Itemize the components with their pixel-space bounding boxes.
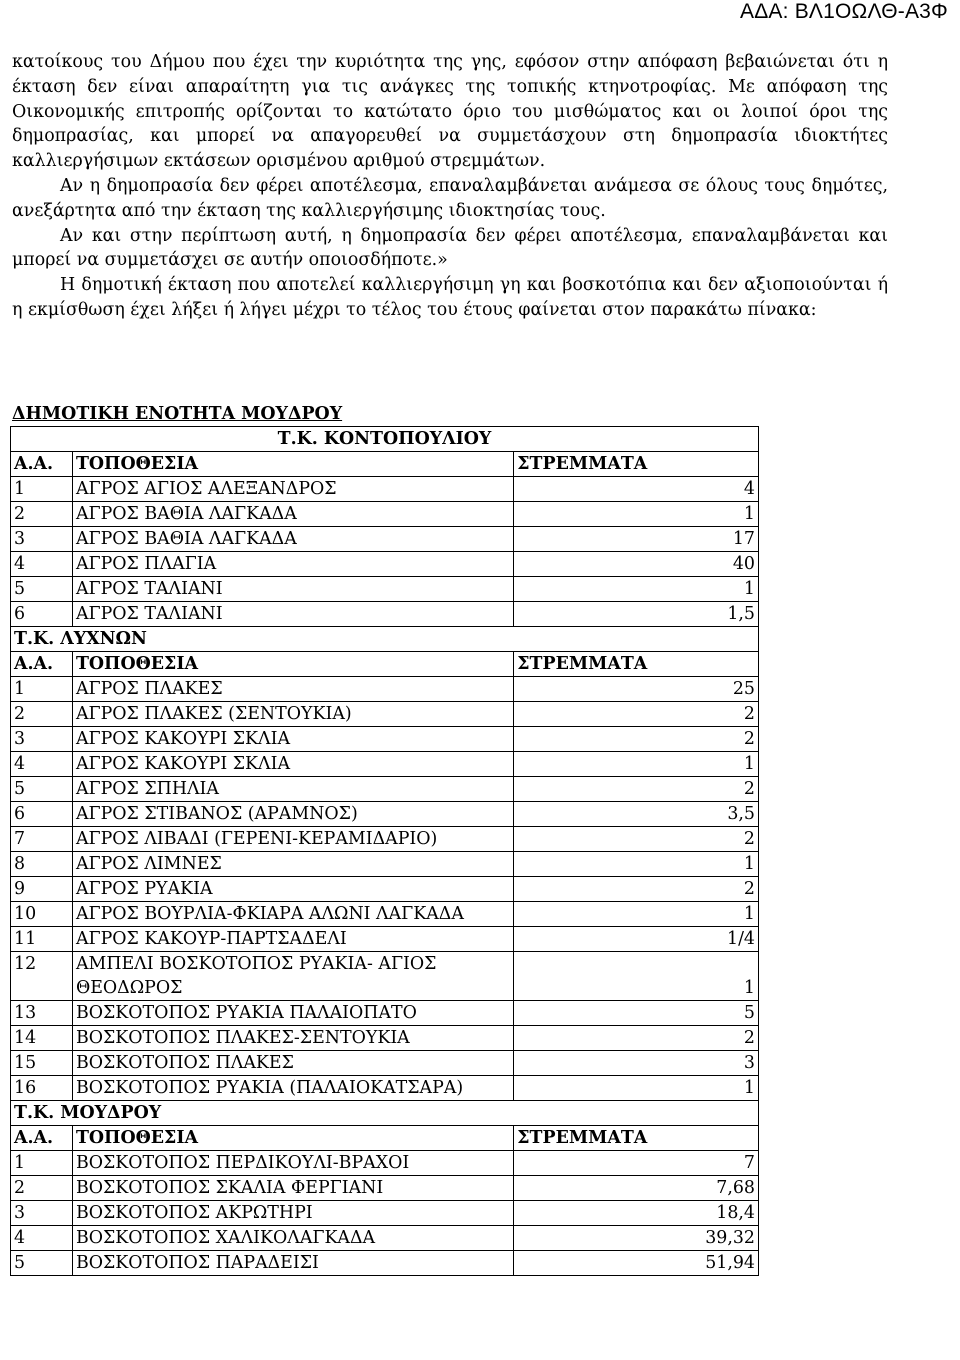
paragraph: Αν και στην περίπτωση αυτή, η δημοπρασία δεν φέρει αποτέλεσμα, επαναλαμβάνεται και μπορεί να συμμετάσχει σε αυτήν οποιοσδήποτε.»: [12, 225, 888, 271]
row-location: ΒΟΣΚΟΤΟΠΟΣ ΠΑΡΑΔΕΙΣΙ: [72, 1251, 513, 1276]
section-title: ΔΗΜΟΤΙΚΗ ΕΝΟΤΗΤΑ ΜΟΥΔΡΟΥ: [12, 404, 343, 424]
row-location: ΒΟΣΚΟΤΟΠΟΣ ΑΚΡΩΤΗΡΙ: [72, 1201, 513, 1226]
row-number: 3: [11, 727, 73, 752]
row-number: 7: [11, 827, 73, 852]
row-area: 5: [514, 1001, 759, 1026]
row-number: 15: [11, 1051, 73, 1076]
column-header-aa: Α.Α.: [11, 1126, 73, 1151]
row-area: 4: [514, 477, 759, 502]
row-number: 3: [11, 527, 73, 552]
table-row: [11, 852, 759, 877]
land-table-body: [11, 427, 759, 1276]
row-area: 3,5: [514, 802, 759, 827]
row-number: 8: [11, 852, 73, 877]
row-number: 2: [11, 502, 73, 527]
column-header-aa: Α.Α.: [11, 652, 73, 677]
table-row: [11, 827, 759, 852]
column-header-row: [11, 1126, 759, 1151]
document-body: [12, 50, 888, 323]
row-number: 5: [11, 577, 73, 602]
row-area: 1: [514, 502, 759, 527]
row-number: 12: [11, 952, 73, 1001]
community-row: [11, 427, 759, 452]
row-area: 1: [514, 952, 759, 1001]
table-row: [11, 552, 759, 577]
row-area: 7,68: [514, 1176, 759, 1201]
column-header-row: [11, 452, 759, 477]
row-location: ΑΓΡΟΣ ΚΑΚΟΥΡΙ ΣΚΛΙΑ: [72, 727, 513, 752]
table-row: [11, 577, 759, 602]
row-location: ΑΓΡΟΣ ΠΛΑΚΕΣ (ΣΕΝΤΟΥΚΙΑ): [72, 702, 513, 727]
row-number: 13: [11, 1001, 73, 1026]
table-row: [11, 1176, 759, 1201]
row-area: 2: [514, 1026, 759, 1051]
row-number: 5: [11, 777, 73, 802]
row-location: ΑΓΡΟΣ ΒΟΥΡΛΙΑ-ΦΚΙΑΡΑ ΑΛΩΝΙ ΛΑΓΚΑΔΑ: [72, 902, 513, 927]
table-row: [11, 727, 759, 752]
row-location: ΑΓΡΟΣ ΠΛΑΚΕΣ: [72, 677, 513, 702]
row-area: 51,94: [514, 1251, 759, 1276]
row-location: ΑΓΡΟΣ ΠΛΑΓΙΑ: [72, 552, 513, 577]
row-number: 1: [11, 677, 73, 702]
community-name: Τ.Κ. ΛΥΧΝΩΝ: [11, 627, 759, 652]
table-row: [11, 527, 759, 552]
row-area: 2: [514, 827, 759, 852]
row-area: 3: [514, 1051, 759, 1076]
row-location: ΑΓΡΟΣ ΣΠΗΛΙΑ: [72, 777, 513, 802]
row-number: 10: [11, 902, 73, 927]
table-row: [11, 1001, 759, 1026]
row-location: ΒΟΣΚΟΤΟΠΟΣ ΣΚΑΛΙΑ ΦΕΡΓΙΑΝΙ: [72, 1176, 513, 1201]
paragraph: κατοίκους του Δήμου που έχει την κυριότητα της γης, εφόσον στην απόφαση βεβαιώνεται ότι η έκταση δεν είναι απαραίτητη για τις ανάγκες της τοπικής κτηνοτροφίας. Με απόφαση της Οικονομικής επιτροπής ορίζονται το κατώτατο όριο του μισθώματος και οι λοιποί όροι της δημοπρασίας, και μπορεί να απαγορευθεί να συμμετάσχουν στη δημοπρασία ιδιοκτήτες καλλιεργήσιμων εκτάσεων ορισμένου αριθμού στρεμμάτων.: [12, 52, 888, 172]
row-area: 2: [514, 702, 759, 727]
row-area: 1: [514, 902, 759, 927]
column-header-location: ΤΟΠΟΘΕΣΙΑ: [72, 452, 513, 477]
table-row: [11, 952, 759, 1001]
row-location: ΒΟΣΚΟΤΟΠΟΣ ΡΥΑΚΙΑ (ΠΑΛΑΙΟΚΑΤΣΑΡΑ): [72, 1076, 513, 1101]
row-location: ΒΟΣΚΟΤΟΠΟΣ ΠΛΑΚΕΣ-ΣΕΝΤΟΥΚΙΑ: [72, 1026, 513, 1051]
table-row: [11, 1151, 759, 1176]
row-number: 11: [11, 927, 73, 952]
column-header-location: ΤΟΠΟΘΕΣΙΑ: [72, 1126, 513, 1151]
row-area: 1: [514, 1076, 759, 1101]
row-area: 18,4: [514, 1201, 759, 1226]
row-area: 39,32: [514, 1226, 759, 1251]
row-location: ΒΟΣΚΟΤΟΠΟΣ ΠΕΡΔΙΚΟΥΛΙ-ΒΡΑΧΟΙ: [72, 1151, 513, 1176]
paragraph: Αν η δημοπρασία δεν φέρει αποτέλεσμα, επαναλαμβάνεται ανάμεσα σε όλους τους δημότες, ανεξάρτητα από την έκταση της καλλιεργήσιμης ιδιοκτησίας τους.: [12, 175, 888, 221]
table-row: [11, 477, 759, 502]
row-area: 2: [514, 777, 759, 802]
community-row: [11, 627, 759, 652]
table-row: [11, 752, 759, 777]
row-number: 16: [11, 1076, 73, 1101]
row-location: ΑΓΡΟΣ ΣΤΙΒΑΝΟΣ (ΑΡΑΜΝΟΣ): [72, 802, 513, 827]
row-location: ΑΓΡΟΣ ΡΥΑΚΙΑ: [72, 877, 513, 902]
row-number: 4: [11, 1226, 73, 1251]
row-area: 2: [514, 877, 759, 902]
row-area: 1: [514, 577, 759, 602]
table-row: [11, 777, 759, 802]
column-header-area: ΣΤΡΕΜΜΑΤΑ: [514, 452, 759, 477]
row-location: ΑΓΡΟΣ ΚΑΚΟΥΡ-ΠΑΡΤΣΑΔΕΛΙ: [72, 927, 513, 952]
table-row: [11, 1226, 759, 1251]
column-header-area: ΣΤΡΕΜΜΑΤΑ: [514, 652, 759, 677]
row-number: 2: [11, 702, 73, 727]
row-number: 4: [11, 752, 73, 777]
row-location: ΑΓΡΟΣ ΛΙΜΝΕΣ: [72, 852, 513, 877]
table-row: [11, 802, 759, 827]
row-area: 1/4: [514, 927, 759, 952]
row-number: 6: [11, 602, 73, 627]
row-area: 25: [514, 677, 759, 702]
row-area: 1: [514, 852, 759, 877]
row-area: 7: [514, 1151, 759, 1176]
table-row: [11, 502, 759, 527]
row-area: 17: [514, 527, 759, 552]
ada-code-header: ΑΔΑ: ΒΛ1ΟΩΛΘ-Α3Φ: [739, 0, 948, 23]
row-number: 1: [11, 477, 73, 502]
row-location: ΒΟΣΚΟΤΟΠΟΣ ΡΥΑΚΙΑ ΠΑΛΑΙΟΠΑΤΟ: [72, 1001, 513, 1026]
row-number: 3: [11, 1201, 73, 1226]
row-location: ΑΓΡΟΣ ΒΑΘΙΑ ΛΑΓΚΑΔΑ: [72, 527, 513, 552]
row-location: ΑΓΡΟΣ ΑΓΙΟΣ ΑΛΕΞΑΝΔΡΟΣ: [72, 477, 513, 502]
row-location: ΑΓΡΟΣ ΛΙΒΑΔΙ (ΓΕΡΕΝΙ-ΚΕΡΑΜΙΔΑΡΙΟ): [72, 827, 513, 852]
table-row: [11, 1026, 759, 1051]
table-row: [11, 702, 759, 727]
row-area: 40: [514, 552, 759, 577]
row-number: 14: [11, 1026, 73, 1051]
column-header-row: [11, 652, 759, 677]
row-location: ΑΓΡΟΣ ΚΑΚΟΥΡΙ ΣΚΛΙΑ: [72, 752, 513, 777]
table-row: [11, 677, 759, 702]
table-row: [11, 1201, 759, 1226]
table-row: [11, 877, 759, 902]
row-number: 6: [11, 802, 73, 827]
row-location: ΑΜΠΕΛΙ ΒΟΣΚΟΤΟΠΟΣ ΡΥΑΚΙΑ- ΑΓΙΟΣ ΘΕΟΔΩΡΟΣ: [72, 952, 513, 1001]
row-number: 5: [11, 1251, 73, 1276]
row-location: ΑΓΡΟΣ ΤΑΛΙΑΝΙ: [72, 577, 513, 602]
table-row: [11, 1051, 759, 1076]
row-number: 9: [11, 877, 73, 902]
community-name: Τ.Κ. ΜΟΥΔΡΟΥ: [11, 1101, 759, 1126]
row-number: 4: [11, 552, 73, 577]
paragraph: Η δημοτική έκταση που αποτελεί καλλιεργήσιμη γη και βοσκοτόπια και δεν αξιοποιούνται ή η εκμίσθωση έχει λήξει ή λήγει μέχρι το τέλος του έτους φαίνεται στον παρακάτω πίνακα:: [12, 275, 888, 320]
community-name: Τ.Κ. ΚΟΝΤΟΠΟΥΛΙΟΥ: [11, 427, 759, 452]
community-row: [11, 1101, 759, 1126]
row-area: 1,5: [514, 602, 759, 627]
row-location: ΑΓΡΟΣ ΒΑΘΙΑ ΛΑΓΚΑΔΑ: [72, 502, 513, 527]
column-header-aa: Α.Α.: [11, 452, 73, 477]
row-number: 1: [11, 1151, 73, 1176]
row-number: 2: [11, 1176, 73, 1201]
table-row: [11, 1076, 759, 1101]
column-header-location: ΤΟΠΟΘΕΣΙΑ: [72, 652, 513, 677]
table-row: [11, 602, 759, 627]
table-row: [11, 902, 759, 927]
row-area: 2: [514, 727, 759, 752]
row-location: ΒΟΣΚΟΤΟΠΟΣ ΠΛΑΚΕΣ: [72, 1051, 513, 1076]
row-area: 1: [514, 752, 759, 777]
column-header-area: ΣΤΡΕΜΜΑΤΑ: [514, 1126, 759, 1151]
row-location: ΑΓΡΟΣ ΤΑΛΙΑΝΙ: [72, 602, 513, 627]
table-row: [11, 1251, 759, 1276]
row-location: ΒΟΣΚΟΤΟΠΟΣ ΧΑΛΙΚΟΛΑΓΚΑΔΑ: [72, 1226, 513, 1251]
table-row: [11, 927, 759, 952]
land-table: [10, 426, 759, 1276]
